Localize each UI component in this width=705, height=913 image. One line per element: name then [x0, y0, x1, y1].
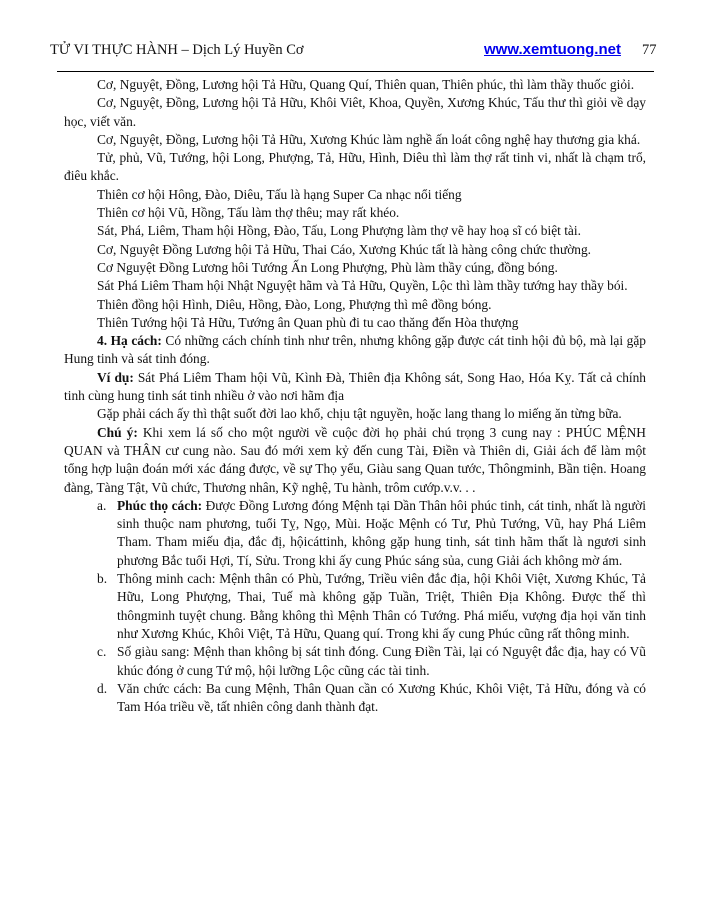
list-item-text: Văn chức cách: Ba cung Mệnh, Thân Quan cần có Xương Khúc, Khôi Việt, Tả Hữu, đóng và có Tam Hóa triều về, tất nhiên công danh thành đạt. — [117, 680, 646, 715]
ha-cach-paragraph — [64, 332, 646, 369]
website-link[interactable]: www.xemtuong.net — [484, 41, 621, 58]
paragraph: Sát, Phá, Liêm, Tham hội Hồng, Đào, Tấu, Long Phượng làm thợ vẽ hay hoạ sĩ có biệt tài. — [97, 223, 581, 239]
list-marker: c. — [97, 644, 107, 660]
chu-y-paragraph — [64, 424, 646, 497]
paragraph: Cơ, Nguyệt, Đồng, Lương hội Tả Hữu, Khôi Viêt, Khoa, Quyền, Xương Khúc, Tấu thư thì giỏi về dạy học, viết văn. — [64, 95, 646, 129]
list-item-text: Số giàu sang: Mệnh than không bị sát tinh đóng. Cung Điền Tài, lại có Nguyệt đắc địa, hay có Vũ khúc đóng ở cung Tứ mộ, hội lưỡng Lộc cũng các tài tinh. — [117, 644, 646, 678]
list-marker: a. — [97, 497, 107, 513]
ha-cach-label: 4. Hạ cách: — [97, 333, 162, 349]
vi-du-label: Ví dụ: — [97, 369, 134, 385]
paragraph: Tử, phủ, Vũ, Tướng, hội Long, Phượng, Tả, Hữu, Hình, Diêu thì làm thợ rất tinh vi, nhất là chạm trổ, điêu khắc. — [64, 150, 646, 184]
paragraph: Thiên Tướng hội Tả Hữu, Tướng ân Quan phù đi tu cao thăng đến Hòa thượng — [97, 314, 519, 330]
chu-y-text: Khi xem lá số cho một người về cuộc đời họ phải chú trọng 3 cung nay : PHÚC MỆNH QUAN và THÂN cư cung nào. Sau đó mới xem kỷ đến cung Tài, Điền và Thiên di, Giải ách để làm một tổng hợp luận đoán mới xác đáng được, về sự Thọ yểu, Giàu sang Quan tước, Thôngminh, Bần tiện. Hoang đàng, Tàng Tật, Vũ chức, Thương nhân, Kỹ nghệ, Tu hành, trôm cướp.v.v. . . — [64, 424, 646, 495]
book-title: TỬ VI THỰC HÀNH – Dịch Lý Huyền Cơ — [50, 42, 304, 58]
vi-du-text: Sát Phá Liêm Tham hội Vũ, Kình Đà, Thiên địa Không sát, Song Hao, Hóa Kỵ. Tất cả chính tinh cùng hung tinh sát tinh nhiều ở vào nơi hãm địa — [64, 369, 646, 404]
page-body — [64, 76, 646, 716]
paragraph: Cơ, Nguyệt, Đồng, Lương hội Tả Hữu, Xương Khúc làm nghề ấn loát công nghệ hay thương gia khá. — [97, 131, 641, 147]
ha-cach-text: Có những cách chính tinh như trên, nhưng không gặp được cát tinh hội đủ bộ, mà lại gặp Hung tinh và sát tinh đóng. — [64, 333, 646, 367]
list-item-label: Phúc thọ cách: — [117, 497, 203, 513]
paragraph: Cơ, Nguyệt, Đồng, Lương hội Tả Hữu, Quang Quí, Thiên quan, Thiên phúc, thì làm thầy thuốc giỏi. — [97, 77, 635, 92]
list-item — [64, 570, 646, 643]
header-divider — [57, 71, 654, 72]
page-number: 77 — [642, 42, 657, 58]
list-marker: d. — [97, 680, 108, 696]
list-item — [64, 680, 646, 717]
paragraph: Sát Phá Liêm Tham hội Nhật Nguyệt hãm và Tả Hữu, Quyền, Lộc thì làm thầy tướng hay thầy bói. — [97, 278, 628, 294]
list — [64, 497, 646, 717]
paragraph: Cơ Nguyệt Đồng Lương hôi Tướng Ấn Long Phượng, Phù làm thầy cúng, đồng bóng. — [97, 259, 558, 275]
paragraph: Cơ, Nguyệt Đồng Lương hội Tả Hữu, Thai Cáo, Xương Khúc tất là hàng công chức thường. — [97, 241, 592, 257]
list-item-text: Thông minh cach: Mệnh thân có Phù, Tướng, Triều viên đắc địa, hội Khôi Việt, Xương Khúc, Tả Hữu, Long Phượng, Thai, Tuế mà không gặp Tuần, Triệt, Thiên Địa Không. Được thế thì thôngminh tuyệt chung. Bằng không thì Mệnh Thân có Tướng. Phá miếu, vượng địa họi văn tinh như Xương Khúc, Khôi Việt, Tả Hữu, Quang quí. Trong khi ấy cung Phúc cũng rất thông minh. — [117, 571, 646, 641]
paragraph: Thiên cơ hội Vũ, Hồng, Tấu làm thợ thêu; may rất khéo. — [97, 205, 400, 221]
list-item-text: Được Đồng Lương đóng Mệnh tại Dần Thân hôi phúc tinh, cát tinh, nhất là người sinh thuộc nam phương, tuổi Tỵ, Ngọ, Mùi. Hoặc Mệnh có Tư, Phủ Tướng, Vũ, hay Phá Liêm Tham. Tham miếu địa, đắc đị, hộicáttinh, không gặp hung tinh, sát tinh hãm thất là ngươi sinh phương Bắc tuổi Hợi, Tí, Sửu. Trong khi ấy cung Phúc sáng sủa, cung Giải ách không mờ ám. — [117, 497, 646, 568]
list-item — [64, 497, 646, 570]
paragraph: Gặp phải cách ấy thì thật suốt đời lao khổ, chịu tật nguyền, hoặc lang thang lo miếng ăn từng bữa. — [97, 406, 622, 422]
chu-y-label: Chú ý: — [97, 424, 138, 440]
paragraph: Thiên cơ hội Hông, Đào, Diêu, Tấu là hạng Super Ca nhạc nổi tiếng — [97, 186, 462, 202]
list-item — [64, 643, 646, 680]
vi-du-paragraph — [64, 369, 646, 406]
list-marker: b. — [97, 571, 108, 587]
paragraph: Thiên đồng hội Hình, Diêu, Hồng, Đào, Long, Phượng thì mê đồng bóng. — [97, 296, 492, 312]
